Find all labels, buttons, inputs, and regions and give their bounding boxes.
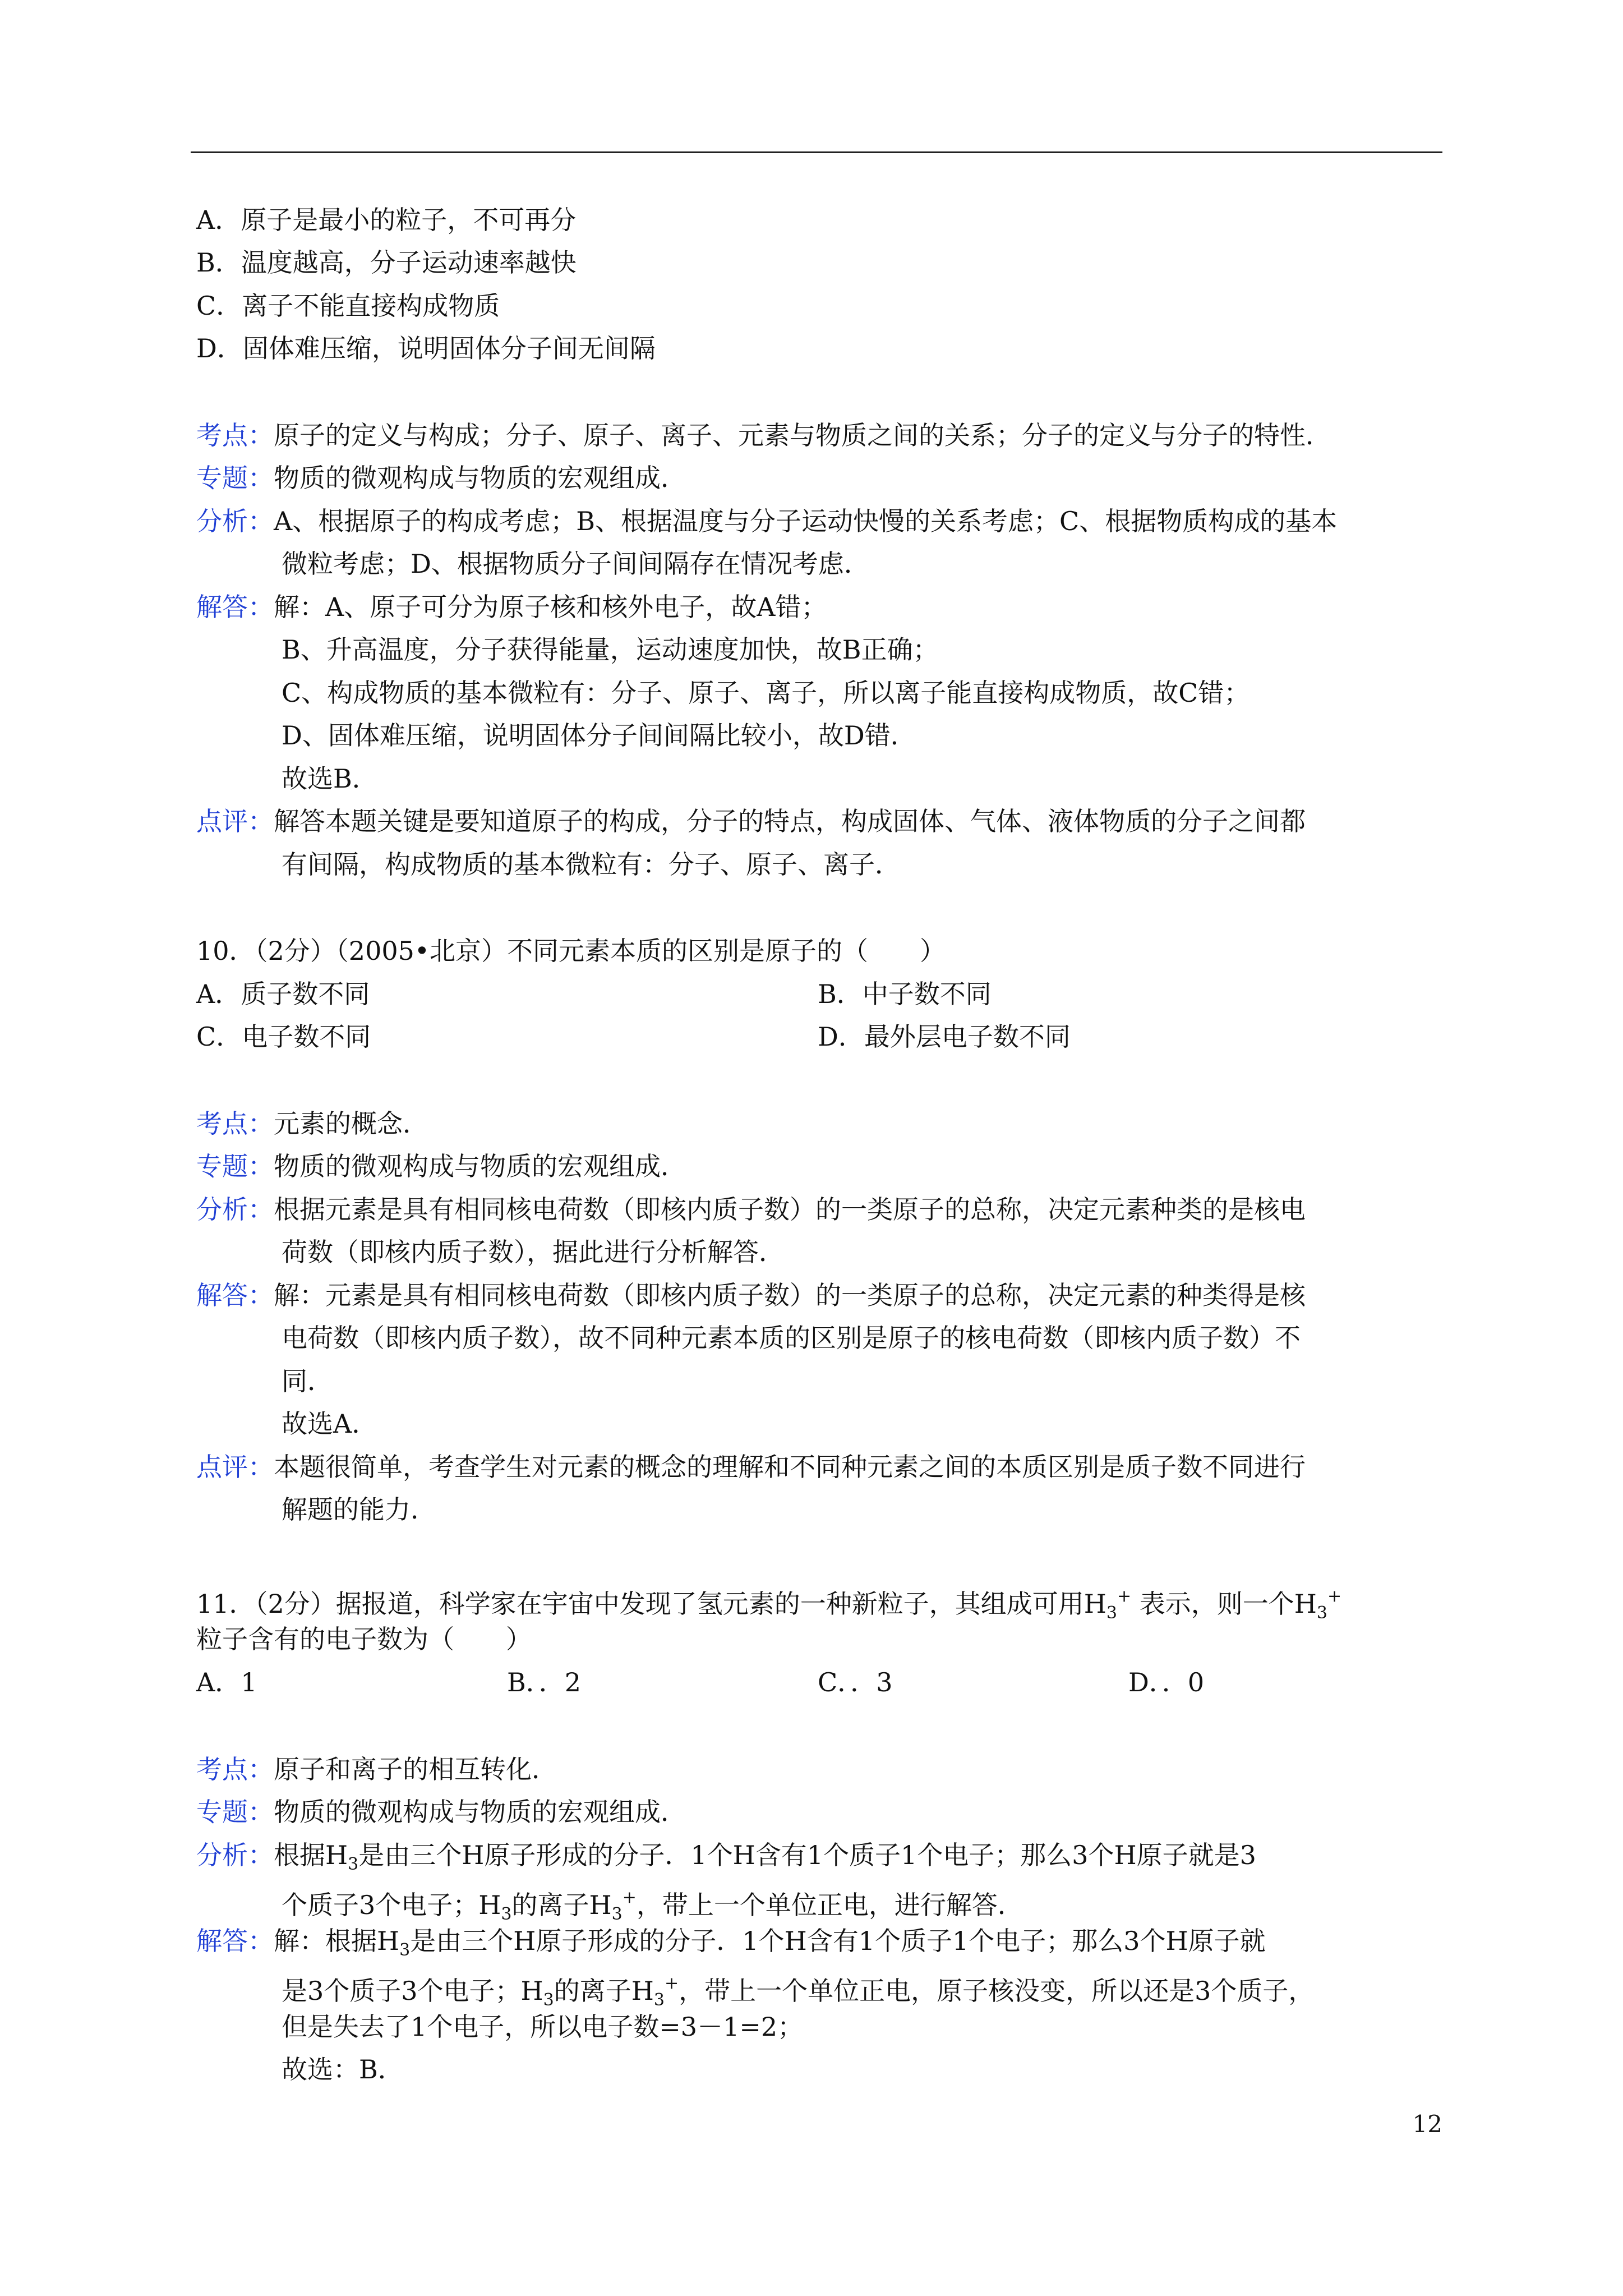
label-zhuanti: 专题： — [196, 1151, 274, 1181]
q11-jieda-2a: 是3个质子3个电子；H — [282, 1976, 543, 2006]
q11-sup-plus-b: + — [1327, 1586, 1342, 1606]
q11-fenxi-2-plus: + — [622, 1888, 637, 1907]
q10-dianping-line2: 解题的能力． — [282, 1494, 436, 1525]
q10-fenxi — [196, 1193, 1306, 1226]
q9-kaodian-text: 原子的定义与构成；分子、原子、离子、元素与物质之间的关系；分子的定义与分子的特性． — [274, 420, 1331, 450]
q9-dianping-line1: 解答本题关键是要知道原子的构成，分子的特点，构成固体、气体、液体物质的分子之间都 — [274, 806, 1306, 836]
label-dianping: 点评： — [196, 806, 274, 836]
q11-jieda-2-sub3: 3 — [543, 1990, 554, 2010]
q9-jieda-line5: 故选B． — [282, 763, 378, 794]
q10-option-b: B．中子数不同 — [818, 979, 992, 1009]
q11-option-a: A．1 — [196, 1667, 257, 1697]
q11-option-b: B．．2 — [507, 1667, 582, 1697]
q11-fenxi-1b: 是由三个H原子形成的分子．1个H含有1个质子1个电子；那么3个H原子就是3 — [358, 1840, 1256, 1870]
q9-option-c: C．离子不能直接构成物质 — [196, 291, 500, 321]
q9-fenxi-line1: A、根据原子的构成考虑；B、根据温度与分子运动快慢的关系考虑；C、根据物质构成的基本 — [274, 506, 1338, 536]
q11-fenxi-sub3: 3 — [348, 1855, 359, 1874]
q11-fenxi-2a: 个质子3个电子；H — [282, 1890, 501, 1920]
q9-jieda-line4: D、固体难压缩，说明固体分子间间隔比较小，故D错． — [282, 720, 916, 751]
q11-fenxi-2c: ，带上一个单位正电，进行解答． — [636, 1890, 1023, 1920]
q9-zhuanti — [196, 461, 686, 495]
q9-option-b: B．温度越高，分子运动速率越快 — [196, 247, 577, 278]
q11-jieda-1b: 是由三个H原子形成的分子．1个H含有1个质子1个电子；那么3个H原子就 — [410, 1926, 1266, 1956]
q10-zhuanti-text: 物质的微观构成与物质的宏观组成． — [274, 1151, 686, 1181]
q10-zhuanti — [196, 1149, 686, 1183]
q11-jieda-2b: 的离子H — [554, 1976, 654, 2006]
q11-kaodian — [196, 1752, 557, 1786]
q9-zhuanti-text: 物质的微观构成与物质的宏观组成． — [274, 463, 686, 493]
label-kaodian: 考点： — [196, 1754, 274, 1784]
q10-option-d: D．最外层电子数不同 — [818, 1022, 1071, 1052]
q10-option-a: A．质子数不同 — [196, 979, 370, 1009]
q9-dianping — [196, 804, 1306, 838]
q11-jieda-line3: 但是失去了1个电子，所以电子数=3－1=2； — [282, 2012, 804, 2042]
q10-jieda-line1: 解：元素是具有相同核电荷数（即核内质子数）的一类原子的总称，决定元素的种类得是核 — [274, 1280, 1306, 1310]
q11-fenxi-1a: 根据H — [274, 1840, 348, 1870]
q9-jieda — [196, 590, 827, 624]
q10-jieda-line4: 故选A． — [282, 1409, 378, 1439]
q11-sup-plus: + — [1117, 1586, 1132, 1606]
label-kaodian: 考点： — [196, 1108, 274, 1139]
q9-jieda-line1: 解：A、原子可分为原子核和核外电子，故A错； — [274, 592, 827, 622]
q11-sub-3: 3 — [1106, 1603, 1118, 1623]
q10-jieda — [196, 1278, 1306, 1312]
q10-dianping-line1: 本题很简单，考查学生对元素的概念的理解和不同种元素之间的本质区别是质子数不同进行 — [274, 1452, 1306, 1482]
q10-fenxi-line1: 根据元素是具有相同核电荷数（即核内质子数）的一类原子的总称，决定元素种类的是核电 — [274, 1194, 1306, 1225]
q9-kaodian — [196, 418, 1331, 452]
label-jieda: 解答： — [196, 1926, 274, 1956]
q11-zhuanti-text: 物质的微观构成与物质的宏观组成． — [274, 1797, 686, 1827]
q11-jieda-2c: ，带上一个单位正电，原子核没变，所以还是3个质子， — [679, 1976, 1315, 2006]
q9-option-d: D．固体难压缩，说明固体分子间无间隔 — [196, 333, 656, 364]
label-jieda: 解答： — [196, 1280, 274, 1310]
q11-fenxi-2-sub3: 3 — [501, 1904, 512, 1924]
label-zhuanti: 专题： — [196, 1797, 274, 1827]
q11-option-c: C．．3 — [818, 1667, 893, 1697]
q11-jieda-sub3: 3 — [399, 1940, 411, 1960]
q9-jieda-line2: B、升高温度，分子获得能量，运动速度加快，故B正确； — [282, 634, 939, 665]
q9-jieda-line3: C、构成物质的基本微粒有：分子、原子、离子，所以离子能直接构成物质，故C错； — [282, 678, 1250, 708]
q11-jieda-line4: 故选：B． — [282, 2054, 404, 2085]
q11-stem-prefix: 11．（2分）据报道，科学家在宇宙中发现了氢元素的一种新粒子，其组成可用H — [196, 1589, 1106, 1619]
q11-zhuanti — [196, 1795, 686, 1829]
label-fenxi: 分析： — [196, 1840, 274, 1870]
label-zhuanti: 专题： — [196, 463, 274, 493]
q11-sub-3b: 3 — [1316, 1603, 1327, 1623]
header-rule — [191, 151, 1442, 153]
q9-fenxi — [196, 504, 1337, 538]
q10-kaodian-text: 元素的概念． — [274, 1108, 428, 1139]
label-fenxi: 分析： — [196, 506, 274, 536]
q11-stem-mid: 表示，则一个H — [1139, 1589, 1317, 1619]
label-jieda: 解答： — [196, 592, 274, 622]
q11-fenxi — [196, 1838, 1256, 1881]
q10-option-c: C．电子数不同 — [196, 1022, 371, 1052]
q9-option-a: A．原子是最小的粒子，不可再分 — [196, 205, 577, 235]
q11-stem-line2: 粒子含有的电子数为（ ） — [196, 1624, 532, 1654]
q11-jieda-1a: 解：根据H — [274, 1926, 400, 1956]
label-kaodian: 考点： — [196, 420, 274, 450]
q10-jieda-line2: 电荷数（即核内质子数），故不同种元素本质的区别是原子的核电荷数（即核内质子数）不 — [282, 1323, 1301, 1353]
q10-fenxi-line2: 荷数（即核内质子数），据此进行分析解答． — [282, 1237, 785, 1267]
q11-fenxi-2b: 的离子H — [511, 1890, 612, 1920]
q10-jieda-line3: 同． — [282, 1366, 333, 1396]
q11-kaodian-text: 原子和离子的相互转化． — [274, 1754, 557, 1784]
label-fenxi: 分析： — [196, 1194, 274, 1225]
q9-fenxi-line2: 微粒考虑；D、根据物质分子间间隔存在情况考虑． — [282, 549, 870, 579]
q9-dianping-line2: 有间隔，构成物质的基本微粒有：分子、原子、离子． — [282, 849, 901, 880]
q11-option-d: D．．0 — [1128, 1667, 1205, 1697]
q10-stem: 10．（2分）（2005•北京）不同元素本质的区别是原子的（ ） — [196, 936, 946, 966]
label-dianping: 点评： — [196, 1452, 274, 1482]
page-number: 12 — [1412, 2110, 1442, 2138]
q11-fenxi-2-sub3b: 3 — [611, 1904, 623, 1924]
q10-kaodian — [196, 1107, 428, 1140]
q11-jieda-2-plus: + — [664, 1973, 679, 1993]
q10-dianping — [196, 1450, 1306, 1484]
q11-jieda-2-sub3b: 3 — [653, 1990, 665, 2010]
q11-jieda — [196, 1924, 1266, 1967]
